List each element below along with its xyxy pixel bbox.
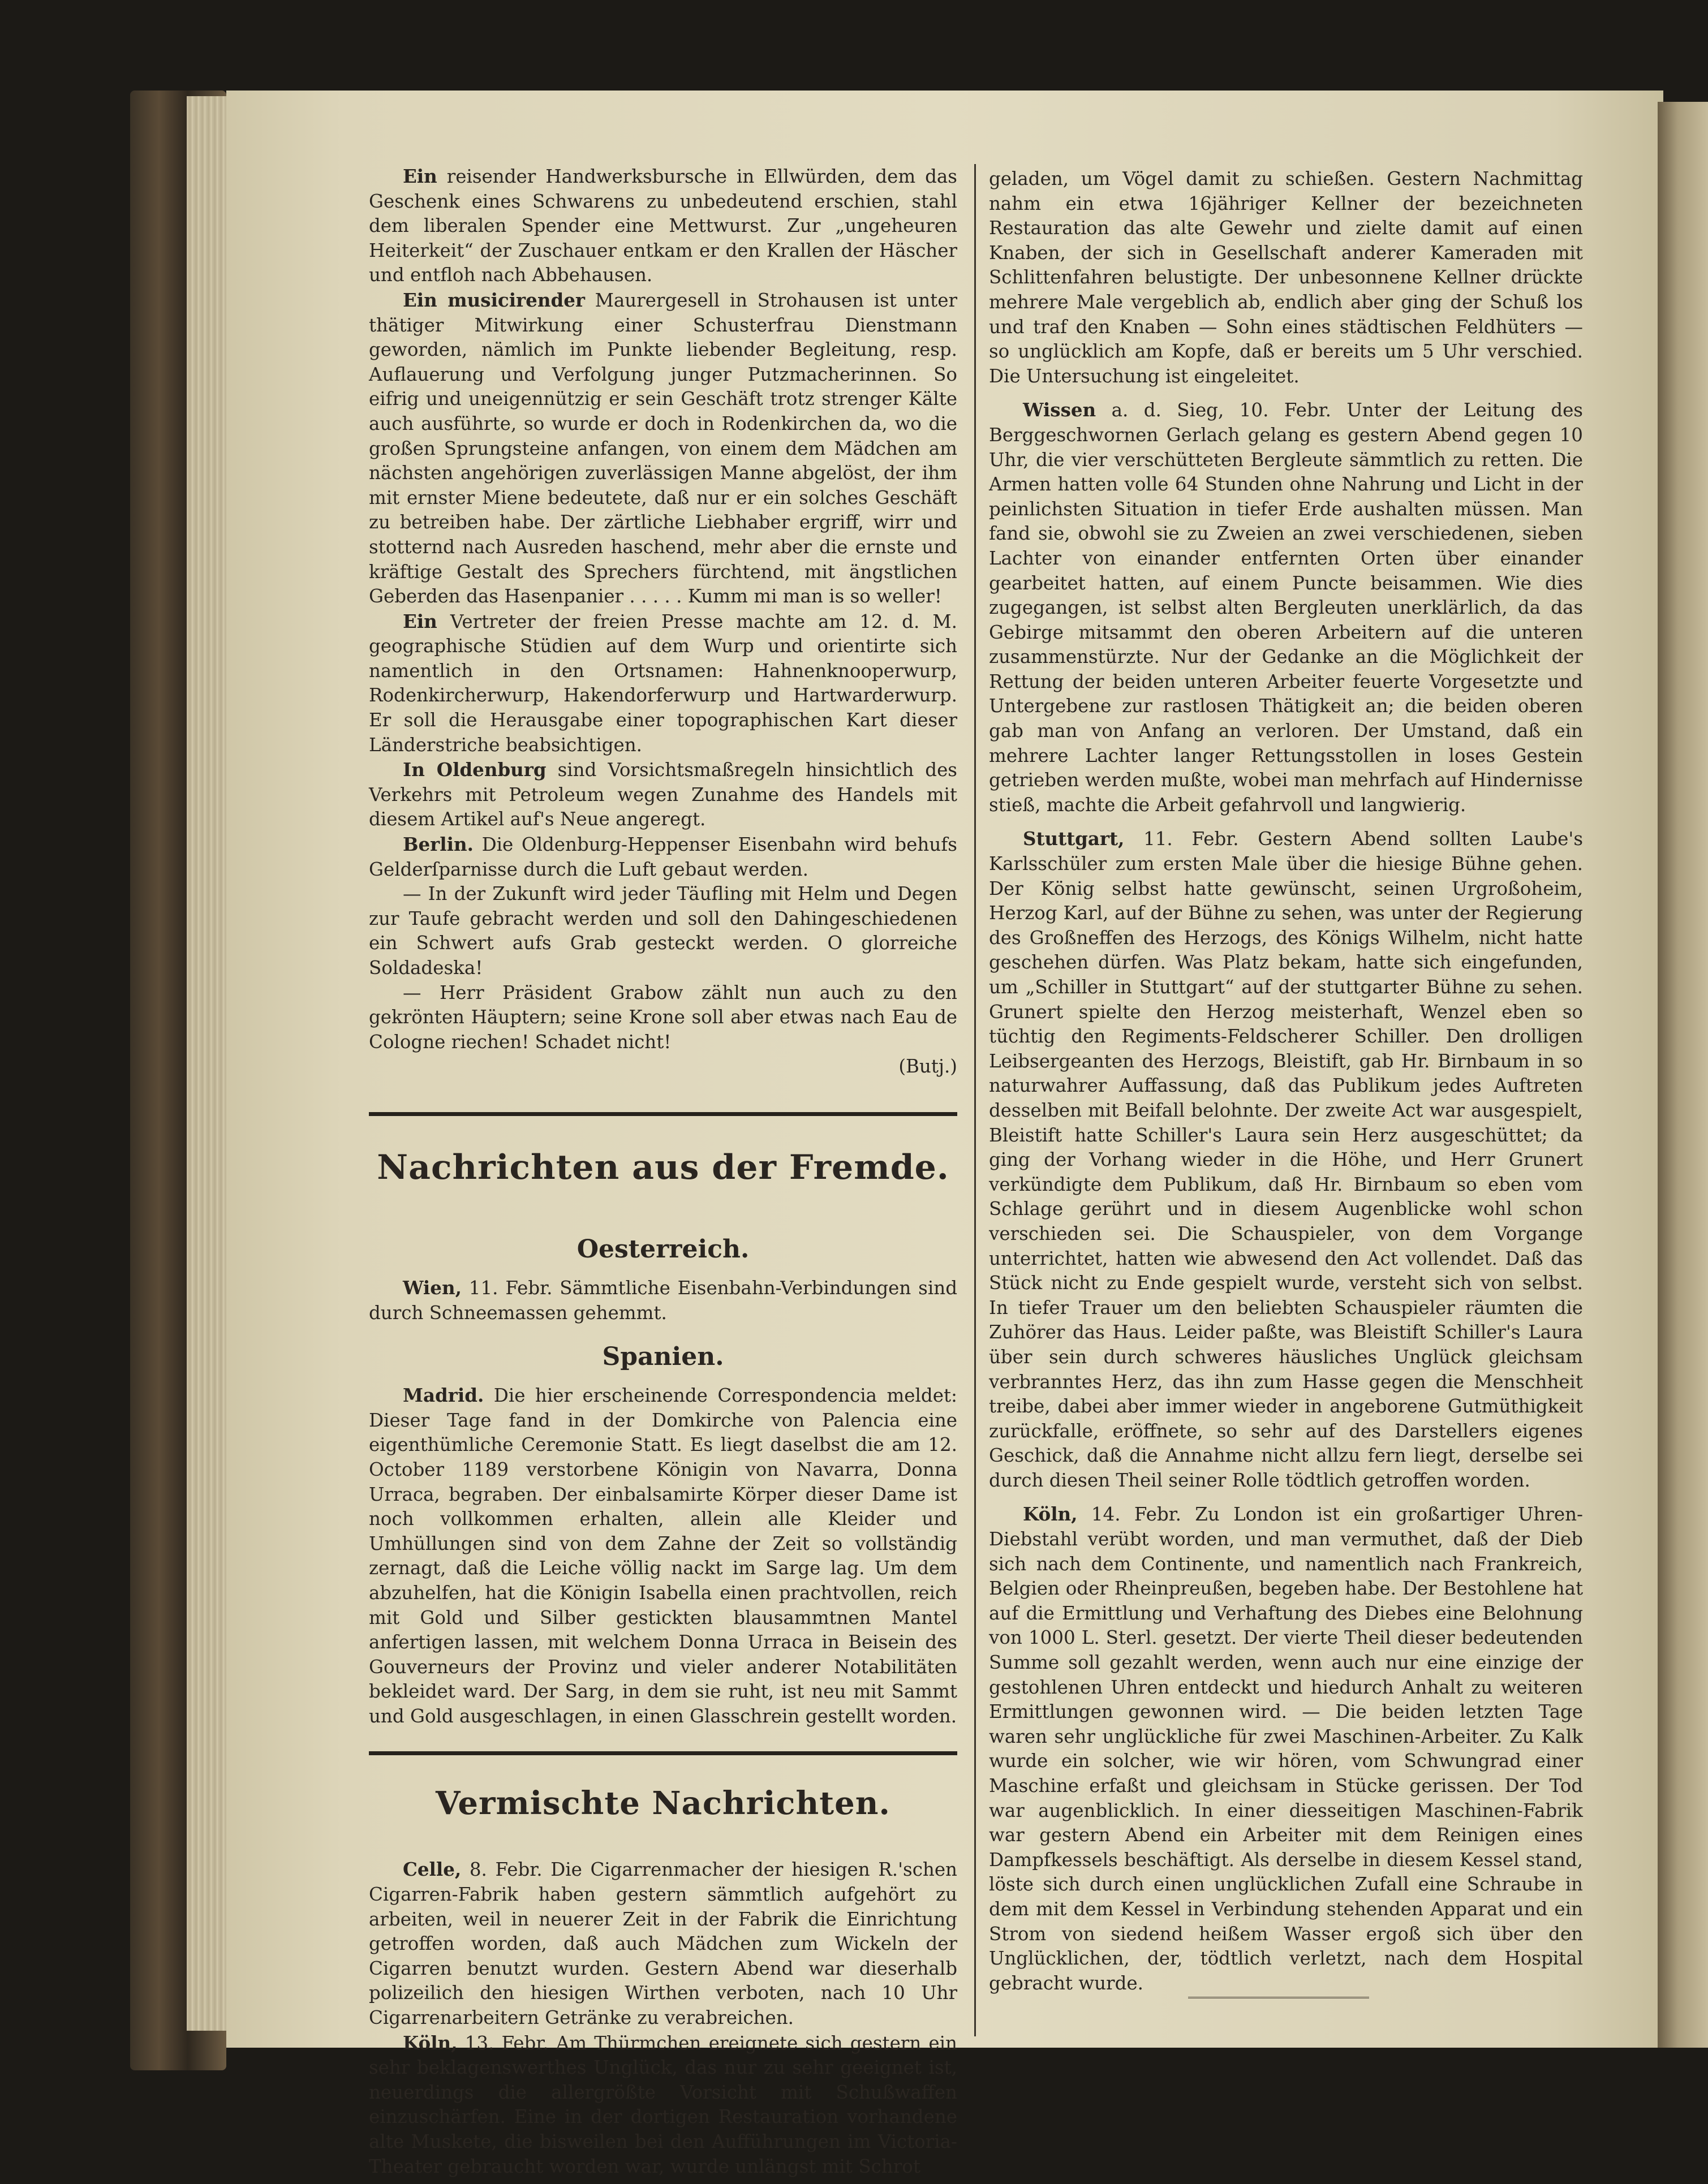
- item-lead: Berlin.: [403, 833, 474, 856]
- item-text: 11. Febr. Sämmtliche Eisenbahn-Verbindungen sind durch Schneemassen gehemmt.: [369, 1277, 957, 1324]
- news-item: [369, 1857, 957, 2030]
- news-item: [369, 609, 957, 758]
- section-rule: [369, 1112, 957, 1116]
- news-item: [369, 757, 957, 832]
- item-text: a. d. Sieg, 10. Febr. Unter der Leitung des Berggeschwornen Gerlach gelang es gestern Abend gegen 10 Uhr, die vier verschütteten Bergleute sämmtlich zu retten. Die Armen hatten volle 64 Stunden ohne Nahrung und Licht in der peinlichsten Situation in tiefer Erde aushalten müssen. Man fand sie, obwohl sie zu Zweien an zwei verschiedenen, sieben Lachter von einander entfernten Orten über einander gearbeitet hatten, auf einem Puncte beisammen. Wie dies zugegangen, ist selbst alten Bergleuten unerklärlich, da das Gebirge mitsammt den oberen Arbeitern auf die unteren zusammenstürzte. Nur der Gedanke an die Möglichkeit der Rettung der beiden unteren Arbeiter feuerte Vorgesetzte und Untergebene zur rastlosen Thätigkeit an; die beiden oberen gab man von Anfang an verloren. Der Umstand, daß ein mehrere Lachter langer Rettungsstollen in loses Gestein getrieben werden mußte, wobei man mehrfach auf Hindernisse stieß, machte die Arbeit gefahrvoll und langwierig.: [989, 399, 1583, 816]
- item-lead: Ein musicirender: [403, 288, 586, 311]
- news-item: [369, 1276, 957, 1325]
- news-item: [369, 1383, 957, 1729]
- signature: (Butj.): [898, 1056, 957, 1078]
- end-ornament: [1188, 1997, 1369, 2001]
- item-text: Vertreter der freien Presse machte am 12. d. M. geographische Stüdien auf dem Wurp und orientirte sich namentlich in den Ortsnamen: Hahnenknooperwurp, Rodenkircherwurp, Hakendorferwurp und Hartwarderwurp. Er soll die Herausgabe einer topographischen Kart dieser Länderstriche beabsichtigen.: [369, 610, 957, 756]
- item-text: 13. Febr. Am Thürmchen ereignete sich gestern ein sehr beklagenswerthes Unglück, das nur zu sehr geeignet ist, neuerdings die allergrößte Vorsicht mit Schußwaffen einzuschärfen. Eine in der dortigen Restauration vorhandene alte Muskete, die bisweilen bei den Aufführungen im Victoria-Theater gebraucht worden war, wurde unlängst mit Schrot: [369, 2032, 957, 2177]
- item-text: Die Oldenburg-Heppenser Eisenbahn wird behufs Gelderſparnisse durch die Luft gebaut werden.: [369, 834, 957, 880]
- item-text: reisender Handwerksbursche in Ellwürden, dem das Geschenk eines Schwarens zu unbedeutend erschien, stahl dem liberalen Spender eine Mettwurst. Zur „ungeheuren Heiterkeit“ der Zuschauer entkam er den Krallen der Häscher und entfloh nach Abbehausen.: [369, 166, 957, 286]
- item-lead: Köln,: [1023, 1503, 1078, 1526]
- section-rule: [369, 1751, 957, 1755]
- right-column: [989, 167, 1583, 1996]
- news-item: [989, 1502, 1583, 1996]
- item-lead: Köln,: [403, 2031, 458, 2054]
- item-text: — Herr Präsident Grabow zählt nun auch zu den gekrönten Häuptern; seine Krone soll aber etwas nach Eau de Cologne riechen! Schadet nicht!: [369, 981, 957, 1053]
- news-item: [989, 826, 1583, 1493]
- item-lead: Stuttgart,: [1023, 828, 1125, 850]
- column-divider: [974, 164, 976, 2036]
- item-text: sind Vorsichtsmaßregeln hinsichtlich des Verkehrs mit Petroleum wegen Zunahme des Handels mit diesem Artikel auf's Neue angeregt.: [369, 759, 957, 830]
- news-item: [369, 981, 957, 1055]
- item-text: Die hier erscheinende Correspondencia meldet: Dieser Tage fand in der Domkirche von Palencia eine eigenthümliche Ceremonie Statt. Es liegt daselbst die am 12. October 1189 verstorbene Königin von Navarra, Donna Urraca, begraben. Der einbalsamirte Körper dieser Dame ist noch vollkommen erhalten, allein alle Kleider und Umhüllungen sind von dem Zahne der Zeit so vollständig zernagt, daß die Leiche völlig nackt im Sarge lag. Um dem abzuhelfen, hat die Königin Isabella einen prachtvollen, reich mit Gold und Silber gestickten blausammtnen Mantel anfertigen lassen, mit welchem Donna Urraca in Beisein des Gouverneurs der Provinz und vieler anderer Notabilitäten bekleidet ward. Der Sarg, in dem sie ruht, ist neu mit Sammt und Gold ausgeschlagen, in einen Glasschrein gestellt worden.: [369, 1385, 957, 1727]
- item-lead: In Oldenburg: [403, 759, 547, 781]
- item-lead: Ein: [403, 610, 437, 632]
- book-spine-right: [1658, 102, 1708, 2048]
- item-text: — In der Zukunft wird jeder Täufling mit Helm und Degen zur Taufe gebracht werden und soll den Dahingeschiedenen ein Schwert aufs Grab gesteckt werden. O glorreiche Soldadeska!: [369, 883, 957, 979]
- item-lead: Wissen: [1023, 399, 1096, 421]
- news-item: [369, 832, 957, 882]
- item-lead: Madrid.: [403, 1384, 484, 1407]
- item-text: 8. Febr. Die Cigarrenmacher der hiesigen R.'schen Cigarren-Fabrik haben gestern sämmtlich aufgehört zu arbeiten, weil in neuerer Zeit in der Fabrik die Einrichtung getroffen worden, daß auch Mädchen zum Wickeln der Cigarren benutzt wurden. Gestern Abend war dieserhalb polizeilich den hiesigen Wirthen verboten, nach 10 Uhr Cigarrenarbeitern Getränke zu verabreichen.: [369, 1859, 957, 2029]
- section-title-misc: Vermischte Nachrichten.: [436, 1785, 890, 1823]
- country-heading-spain: Spanien.: [602, 1342, 724, 1372]
- item-lead: Wien,: [403, 1276, 462, 1299]
- item-lead: Ein: [403, 165, 437, 187]
- news-item: [369, 288, 957, 609]
- item-lead: Celle,: [403, 1858, 462, 1881]
- news-item: [369, 882, 957, 980]
- country-heading-austria: Oesterreich.: [576, 1234, 750, 1264]
- news-item: [989, 398, 1583, 817]
- item-text: 11. Febr. Gestern Abend sollten Laube's Karlsschüler zum ersten Male über die hiesige Bühne gehen. Der König selbst hatte gewünscht, seinen Urgroßoheim, Herzog Karl, auf der Bühne zu sehen, was unter der Regierung des Großneffen des Herzogs, des Königs Wilhelm, nicht hatte geschehen dürfen. Was Platz bekam, hatte sich eingefunden, um „Schiller in Stuttgart“ auf der stuttgarter Bühne zu sehen. Grunert spielte den Herzog meisterhaft, Wenzel eben so tüchtig den Regiments-Feldscherer Schiller. Den drolligen Leibsergeanten des Herzogs, Bleistift, gab Hr. Birnbaum in so naturwahrer Auffassung, daß das Publikum jedes Auftreten desselben mit Beifall belohnte. Der zweite Act war ausgespielt, Bleistift hatte Schiller's Laura sein Herz ausgeschüttet; da ging der Vorhang wieder in die Höhe, und Herr Grunert verkündigte dem Publikum, daß Hr. Birnbaum so eben vom Schlage gerührt und in diesem Augenblicke wohl schon verschieden sei. Die Schauspieler, von dem Vorgange unterrichtet, hatten wie abwesend den Act vollendet. Daß das Stück nicht zu Ende gespielt wurde, versteht sich von selbst. In tiefer Trauer um den beliebten Schauspieler räumten die Zuhörer das Haus. Leider paßte, was Bleistift Schiller's Laura über sein durch schweres häusliches Unglück gleichsam verbranntes Herz, das ihn zum Hasse gegen die Menschheit treibe, dabei aber immer wieder in angeborene Gutmüthigkeit zurückfalle, eröffnete, so sehr auf des Darstellers eigenes Geschick, daß die Annahme nicht allzu fern liegt, derselbe sei durch diesen Theil seiner Rolle tödtlich getroffen worden.: [989, 828, 1583, 1491]
- news-item: [369, 2031, 957, 2179]
- item-text: 14. Febr. Zu London ist ein großartiger Uhren-Diebstahl verübt worden, und man vermuthet, daß der Dieb sich nach dem Continente, und namentlich nach Frankreich, Belgien oder Rheinpreußen, begeben habe. Der Bestohlene hat auf die Ermittlung und Verhaftung des Diebes eine Belohnung von 1000 L. Sterl. gesetzt. Der vierte Theil dieser bedeutenden Summe soll gezahlt werden, wenn auch nur eine einzige der gestohlenen Uhren entdeckt und hiedurch Anhalt zu weiteren Ermittlungen gewonnen wird. — Die beiden letzten Tage waren sehr unglückliche für zwei Maschinen-Arbeiter. Zu Kalk wurde ein solcher, wie wir hören, vom Schwungrad einer Maschine erfaßt und gleichsam in Stücke gerissen. Der Tod war augenblicklich. In einer diesseitigen Maschinen-Fabrik war gestern Abend ein Arbeiter mit dem Reinigen eines Dampfkessels beschäftigt. Als derselbe in diesem Kessel stand, löste sich durch einen unglücklichen Zufall eine Schraube in dem mit dem Kessel in Verbindung stehenden Apparat und ein Strom von siedend heißem Wasser ergoß sich über den Unglücklichen, der, tödtlich verletzt, nach dem Hospital gebracht wurde.: [989, 1504, 1583, 1994]
- news-item-continuation: geladen, um Vögel damit zu schießen. Gestern Nachmittag nahm ein etwa 16jähriger Kellner der bezeichneten Restauration das alte Gewehr und zielte damit auf einen Knaben, der sich in Gesellschaft anderer Kameraden mit Schlittenfahren belustigte. Der unbesonnene Kellner drückte mehrere Male vergeblich ab, endlich aber ging der Schuß los und traf den Knaben — Sohn eines städtischen Feldhüters — so unglücklich am Kopfe, daß er bereits um 5 Uhr verschied. Die Untersuchung ist eingeleitet.: [989, 168, 1583, 387]
- item-text: Maurergesell in Strohausen ist unter thätiger Mitwirkung einer Schusterfrau Dienstmann geworden, nämlich im Punkte liebender Begleitung, resp. Auflauerung und Verfolgung junger Putzmacherinnen. So eifrig und uneigennützig er sein Geschäft trotz strenger Kälte auch ausführte, so wurde er doch in Rodenkirchen da, wo die großen Sprungsteine anfangen, von einem dem Mädchen am nächsten angehörigen zuverlässigen Manne abgelöst, der ihm mit ernster Miene bedeutete, daß nur er ein solches Geschäft zu betreiben habe. Der zärtliche Liebhaber ergriff, wirr und stotternd nach Ausreden haschend, mehr aber die ernste und kräftige Gestalt des Sprechers fürchtend, mit ängstlichen Geberden das Hasenpanier . . . . . Kumm mi man is so weller!: [369, 289, 957, 608]
- news-item: [369, 164, 957, 288]
- section-title-foreign: Nachrichten aus der Fremde.: [377, 1147, 949, 1187]
- left-column: [369, 164, 957, 2179]
